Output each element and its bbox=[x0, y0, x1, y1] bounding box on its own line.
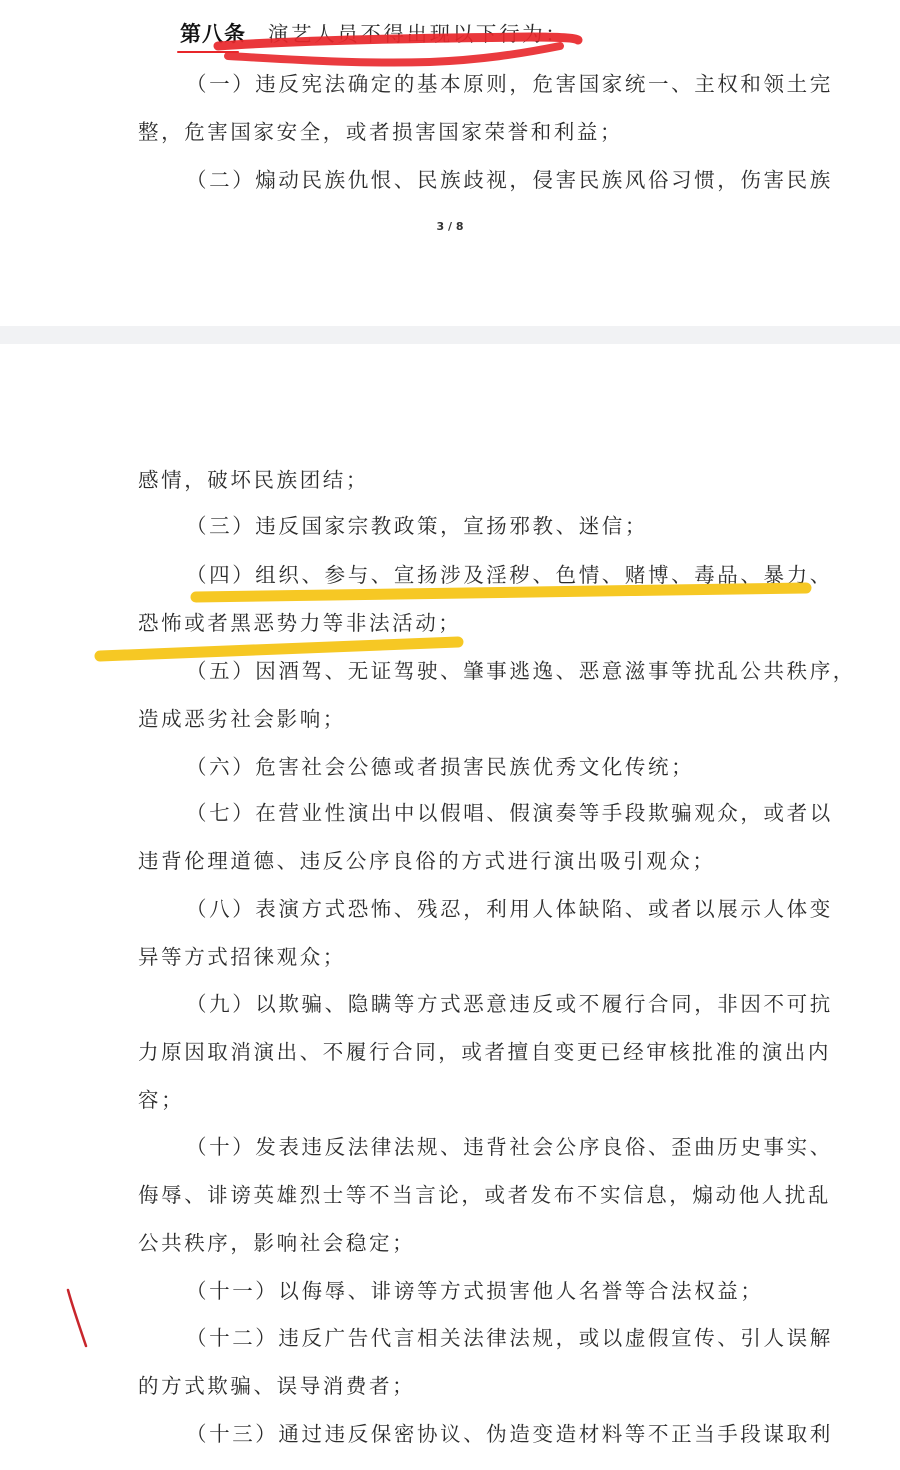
clause-line: （十）发表违反法律法规、违背社会公序良俗、歪曲历史事实、 bbox=[186, 1135, 833, 1159]
clause-line: 侮辱、诽谤英雄烈士等不当言论，或者发布不实信息，煽动他人扰乱 bbox=[138, 1183, 831, 1207]
clause-line: （十一）以侮辱、诽谤等方式损害他人名誉等合法权益； bbox=[186, 1279, 764, 1303]
page-number: 3 / 8 bbox=[436, 220, 464, 233]
clause-line: （二）煽动民族仇恨、民族歧视，侵害民族风俗习惯，伤害民族 bbox=[186, 168, 833, 192]
clause-line: 异等方式招徕观众； bbox=[138, 945, 346, 969]
clause-line: （五）因酒驾、无证驾驶、肇事逃逸、恶意滋事等扰乱公共秩序， bbox=[186, 659, 856, 683]
clause-line: （九）以欺骗、隐瞒等方式恶意违反或不履行合同，非因不可抗 bbox=[186, 992, 833, 1016]
clause-line: 感情，破坏民族团结； bbox=[138, 468, 369, 492]
clause-line: （七）在营业性演出中以假唱、假演奏等手段欺骗观众，或者以 bbox=[186, 801, 833, 825]
clause-line: （三）违反国家宗教政策，宣扬邪教、迷信； bbox=[186, 514, 648, 538]
clause-line: （八）表演方式恐怖、残忍，利用人体缺陷、或者以展示人体变 bbox=[186, 897, 833, 921]
clause-line: 的方式欺骗、误导消费者； bbox=[138, 1374, 416, 1398]
clause-line: （六）危害社会公德或者损害民族优秀文化传统； bbox=[186, 755, 695, 779]
clause-line: （十三）通过违反保密协议、伪造变造材料等不正当手段谋取利 bbox=[186, 1422, 833, 1446]
clause-line: 造成恶劣社会影响； bbox=[138, 707, 346, 731]
clause-line: 力原因取消演出、不履行合同，或者擅自变更已经审核批准的演出内 bbox=[138, 1040, 831, 1064]
clause-line: 公共秩序，影响社会稳定； bbox=[138, 1231, 416, 1255]
page-separator bbox=[0, 326, 900, 344]
clause-line-highlighted: （四）组织、参与、宣扬涉及淫秽、色情、赌博、毒品、暴力、 bbox=[186, 563, 833, 587]
clause-line: （十二）违反广告代言相关法律法规，或以虚假宣传、引人误解 bbox=[186, 1326, 833, 1350]
clause-line: 违背伦理道德、违反公序良俗的方式进行演出吸引观众； bbox=[138, 849, 716, 873]
article-title: 演艺人员不得出现以下行为： bbox=[268, 22, 569, 46]
document-page-upper bbox=[0, 0, 900, 326]
clause-line: （一）违反宪法确定的基本原则，危害国家统一、主权和领土完 bbox=[186, 72, 833, 96]
article-number: 第八条 bbox=[180, 22, 246, 46]
clause-line-highlighted: 恐怖或者黑恶势力等非法活动； bbox=[138, 611, 462, 635]
clause-line: 容； bbox=[138, 1088, 185, 1112]
clause-line: 整，危害国家安全，或者损害国家荣誉和利益； bbox=[138, 120, 624, 144]
